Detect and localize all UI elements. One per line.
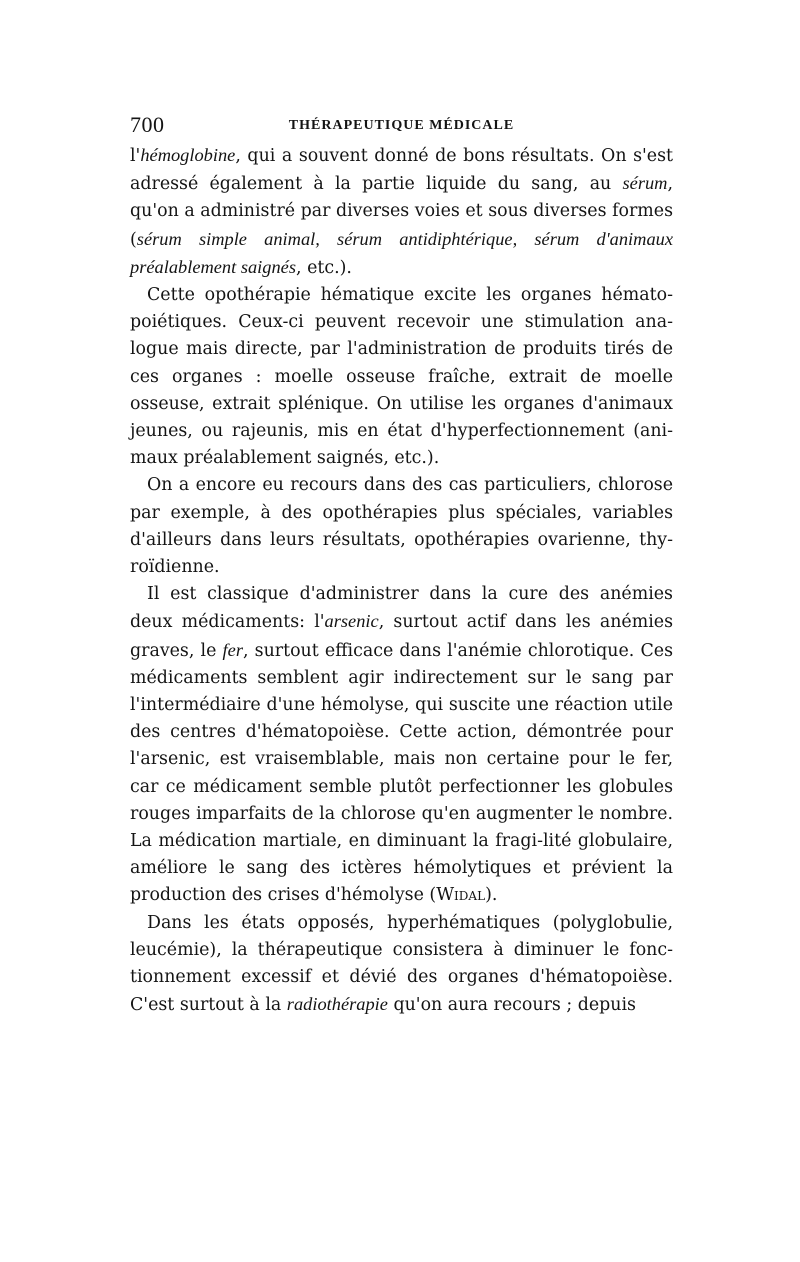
page-header <box>130 112 673 142</box>
text-run: Il est classique d'administrer dans la cure des anémies deux médicaments: l' <box>130 584 673 633</box>
italic-term: sérum simple animal, sérum antidiphtérique, sérum d'animaux préalablement saignés <box>130 228 673 277</box>
text-run: , surtout efficace dans l'anémie chlorotique. Ces médicaments semblent agir indirectement sur le sang par l'intermédiaire d'une hémolyse, qui suscite une réaction utile des centres d'hématopoièse. Cette action, démontrée pour l'arsenic, est vraisemblable, mais non certaine pour le fer, car ce médicament semble plutôt perfectionner les globules rouges imparfaits de la chlorose qu'en augmenter le nombre. La médication martiale, en diminuant la fragi-lité globulaire, améliore le sang des ictères hémolytiques et prévient la production des crises d'hémolyse ( <box>130 640 673 906</box>
book-page <box>130 112 673 1020</box>
paragraph-1 <box>130 142 673 282</box>
paragraph-2 <box>130 282 673 472</box>
text-run: l' <box>130 146 141 166</box>
text-run: , qu'on a administré par diverses voies et sous diverses formes ( <box>130 174 673 250</box>
paragraph-3 <box>130 472 673 581</box>
text-run: qu'on aura recours ; depuis <box>387 995 636 1016</box>
text-run: , etc.). <box>296 257 352 278</box>
text-run: , surtout actif dans les anémies graves, le <box>130 612 673 661</box>
text-run: Dans les états opposés, hyperhématiques (polyglobulie, leucémie), la thérapeutique consistera à diminuer le fonc-tionnement excessif et dévié des organes d'hématopoièse. C'est surtout à la <box>130 912 673 1016</box>
italic-term: hémoglobine <box>140 145 236 165</box>
running-title: THÉRAPEUTIQUE MÉDICALE <box>288 118 515 133</box>
paragraph-4 <box>130 581 673 909</box>
italic-term: arsenic <box>324 611 379 632</box>
text-run: On a encore eu recours dans des cas particuliers, chlorose par exemple, à des opothérapies plus spéciales, variables d'ailleurs dans leurs résultats, opothérapies ovarienne, thy-roïdienne. <box>130 475 673 578</box>
body-text <box>130 142 673 1020</box>
page-number: 700 <box>130 112 165 137</box>
paragraph-5 <box>130 910 673 1020</box>
italic-term: fer <box>222 639 243 660</box>
author-name: Widal <box>436 885 486 906</box>
text-run: , qui a souvent donné de bons résultats. On s'est adressé également à la partie liquide du sang, au <box>130 146 673 195</box>
italic-term: radiothérapie <box>286 994 388 1015</box>
text-run: Cette opothérapie hématique excite les organes hémato-poiétiques. Ceux-ci peuvent recevoir une stimulation ana-logue mais directe, par l'administration de produits tirés de ces organes : moelle osseuse fraîche, extrait de moelle osseuse, extrait splénique. On utilise les organes d'animaux jeunes, ou rajeunis, mis en état d'hyperfectionnement (ani-maux préalablement saignés, etc.). <box>130 285 673 469</box>
text-run: ). <box>485 885 498 906</box>
italic-term: sérum <box>622 173 668 194</box>
